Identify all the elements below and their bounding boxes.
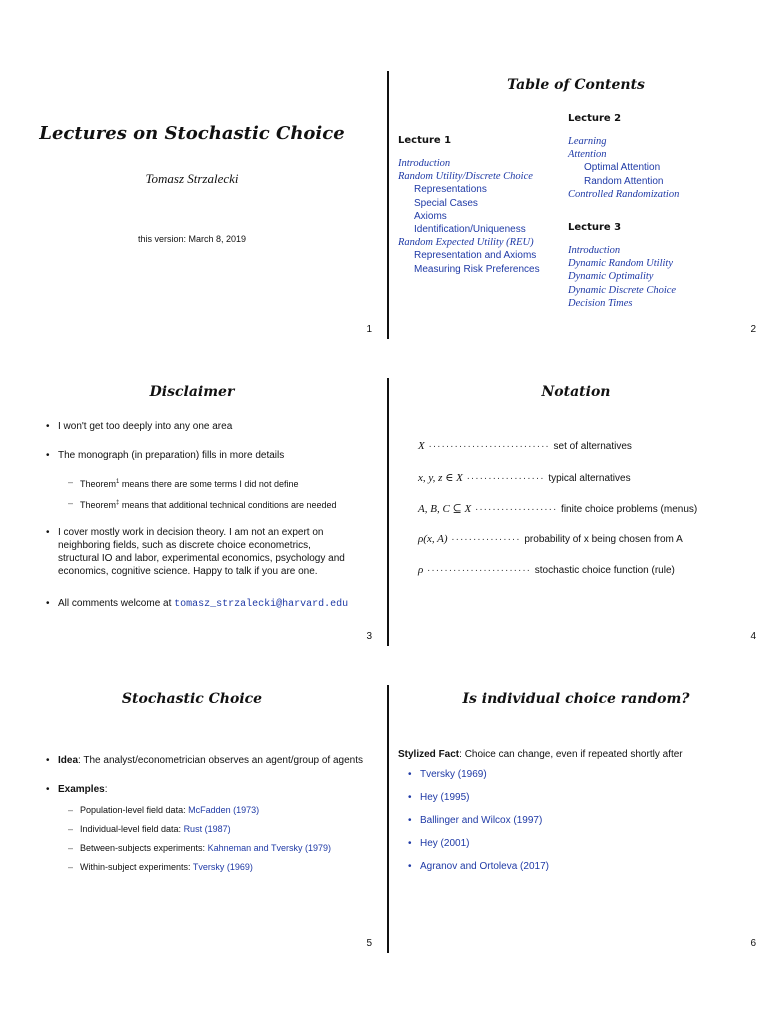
bullet-comments: • All comments welcome at tomasz_strzalecki@harvard.edu	[46, 597, 366, 611]
toc-item[interactable]: Dynamic Optimality	[568, 271, 654, 283]
notation-symbol: x, y, z ∈ X	[418, 472, 463, 484]
toc-item[interactable]: Attention	[568, 149, 607, 161]
notation-row	[418, 502, 697, 515]
citation-link[interactable]: Tversky (1969)	[192, 862, 253, 872]
citation-link[interactable]: • Agranov and Ortoleva (2017)	[408, 860, 708, 873]
slide-stochastic-choice	[0, 685, 384, 992]
slide-title-heading: Disclaimer	[149, 384, 235, 400]
slide-title	[0, 71, 384, 378]
example-item: – Between-subjects experiments: Kahneman and Tversky (1979)	[68, 842, 368, 854]
notation-symbol: ρ(x, A)	[418, 533, 448, 545]
toc-item[interactable]: Learning	[568, 136, 607, 147]
version-date: this version: March 8, 2019	[137, 234, 247, 244]
notation-symbol: ρ	[418, 564, 424, 576]
dot-leader: ························	[423, 565, 535, 576]
dot-leader: ···················	[471, 504, 562, 515]
page-number: 1	[366, 324, 372, 335]
lecture3-heading: Lecture 3	[568, 222, 622, 233]
lecture2-list	[568, 135, 758, 201]
lecture3-list	[568, 244, 758, 310]
slide-title-heading: Is individual choice random?	[462, 691, 690, 707]
toc-item[interactable]: Identification/Uniqueness	[414, 224, 526, 236]
toc-item[interactable]: Introduction	[568, 245, 621, 256]
notation-description: finite choice problems (menus)	[561, 504, 698, 515]
page-number: 2	[750, 324, 756, 335]
citation-link[interactable]: • Ballinger and Wilcox (1997)	[408, 814, 708, 827]
bullet-scope: • I cover mostly work in decision theory. I am not an expert on neighboring fields, such as discrete choice econometrics, structural IO and labor, experimental economics, psychology and economics, cognitive science. Happy to talk if you are one.	[46, 526, 346, 578]
slide-title-heading: Notation	[541, 384, 611, 400]
slide-title-heading: Table of Contents	[507, 77, 645, 93]
toc-item[interactable]: Axioms	[414, 210, 447, 222]
slide-table-of-contents	[384, 71, 768, 378]
toc-item[interactable]: Random Expected Utility (REU)	[398, 237, 534, 249]
dot-leader: ··················	[462, 473, 549, 484]
toc-item[interactable]: Dynamic Discrete Choice	[568, 284, 677, 296]
citation-link[interactable]: • Hey (2001)	[408, 837, 708, 850]
toc-item[interactable]: Controlled Randomization	[568, 188, 680, 200]
slide-notation	[384, 378, 768, 685]
notation-description: probability of x being chosen from A	[524, 534, 683, 545]
stylized-fact: Stylized Fact: Choice can change, even if repeated shortly after	[398, 749, 683, 760]
notation-row	[418, 471, 631, 484]
sub-bullet-theorem1: – Theorem$^1$ means there are some terms I did not define	[68, 476, 358, 490]
toc-item[interactable]: Decision Times	[568, 297, 633, 309]
toc-item[interactable]: Dynamic Random Utility	[568, 258, 673, 270]
notation-description: typical alternatives	[548, 473, 631, 484]
bullet-depth: • I won't get too deeply into any one area	[46, 420, 346, 433]
toc-item[interactable]: Measuring Risk Preferences	[414, 263, 540, 275]
toc-item[interactable]: Representation and Axioms	[414, 250, 537, 262]
dot-leader: ················	[447, 534, 525, 545]
notation-description: set of alternatives	[553, 441, 632, 452]
author: Tomasz Strzalecki	[145, 171, 239, 186]
bullet-idea: • Idea: The analyst/econometrician observes an agent/group of agents	[46, 754, 376, 767]
toc-item[interactable]: Random Attention	[584, 175, 664, 187]
example-item: – Population-level field data: McFadden (1973)	[68, 804, 368, 816]
examples-list	[68, 804, 368, 880]
citation-link[interactable]: Kahneman and Tversky (1979)	[207, 843, 331, 853]
page-number: 4	[750, 631, 756, 642]
lecture2-heading: Lecture 2	[568, 113, 622, 124]
citation-link[interactable]: McFadden (1973)	[188, 805, 260, 815]
notation-symbol: X	[418, 440, 425, 452]
lecture-title: Lectures on Stochastic Choice	[39, 123, 345, 144]
notation-description: stochastic choice function (rule)	[534, 565, 675, 576]
bullet-examples: • Examples:	[46, 783, 376, 796]
citation-list	[408, 768, 708, 883]
slide-title-heading: Stochastic Choice	[121, 691, 263, 707]
toc-item[interactable]: Introduction	[398, 158, 451, 169]
example-item: – Within-subject experiments: Tversky (1969)	[68, 861, 368, 873]
notation-row	[418, 440, 632, 452]
toc-item[interactable]: Special Cases	[414, 197, 478, 209]
bullet-monograph: • The monograph (in preparation) fills in more details	[46, 449, 346, 462]
toc-item[interactable]: Random Utility/Discrete Choice	[398, 171, 533, 183]
notation-row	[418, 564, 675, 576]
dot-leader: ····························	[424, 441, 554, 452]
lecture1-heading: Lecture 1	[398, 135, 452, 146]
example-item: – Individual-level field data: Rust (1987)	[68, 823, 368, 835]
sub-bullet-theorem2: – Theorem‡ means that additional technical conditions are needed	[68, 497, 358, 511]
notation-row	[418, 533, 683, 545]
page-number: 6	[750, 938, 756, 949]
slide-individual-choice	[384, 685, 768, 992]
notation-symbol: A, B, C ⊆ X	[418, 503, 472, 515]
email-link[interactable]: tomasz_strzalecki@harvard.edu	[174, 599, 349, 610]
slide-disclaimer	[0, 378, 384, 685]
page-number: 5	[366, 938, 372, 949]
toc-item[interactable]: Representations	[414, 184, 487, 196]
lecture1-list	[398, 157, 568, 276]
toc-item[interactable]: Optimal Attention	[584, 162, 661, 174]
page-number: 3	[366, 631, 372, 642]
citation-link[interactable]: • Tversky (1969)	[408, 768, 708, 781]
citation-link[interactable]: Rust (1987)	[183, 824, 231, 834]
citation-link[interactable]: • Hey (1995)	[408, 791, 708, 804]
